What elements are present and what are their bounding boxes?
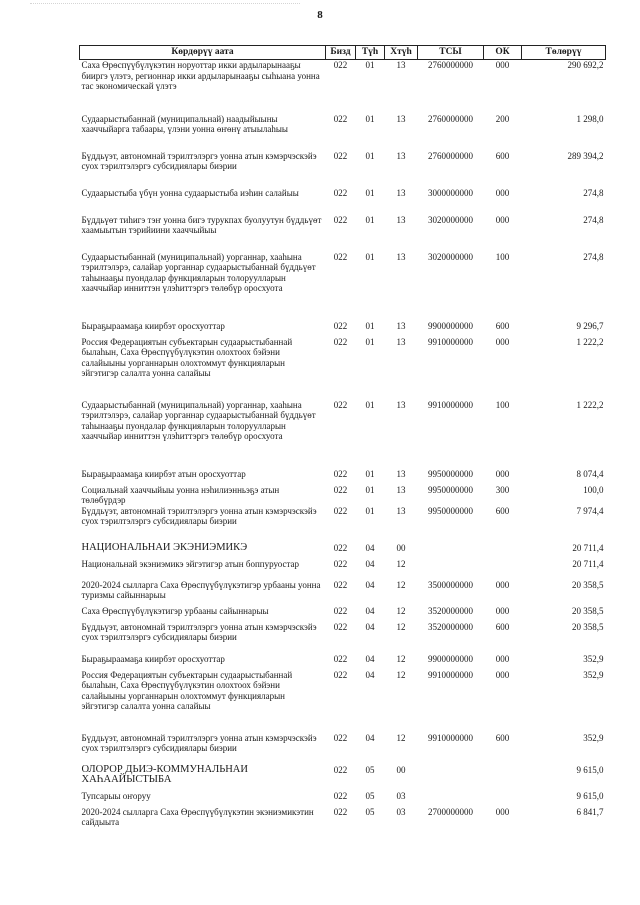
row-bizd: 022 bbox=[333, 621, 348, 632]
column-header-bizd: Бизд bbox=[326, 46, 356, 60]
row-bizd: 022 bbox=[333, 790, 348, 801]
row-ok: 000 bbox=[495, 187, 510, 198]
row-khtyh: 03 bbox=[396, 806, 406, 817]
row-bizd: 022 bbox=[333, 542, 348, 553]
row-tyh: 04 bbox=[365, 669, 375, 680]
table-row bbox=[80, 252, 606, 321]
row-tsy bbox=[418, 791, 484, 807]
row-khtyh: 13 bbox=[396, 336, 406, 347]
row-bizd: 022 bbox=[333, 251, 348, 262]
row-khtyh: 12 bbox=[396, 621, 406, 632]
row-tyh: 01 bbox=[365, 484, 375, 495]
row-tsy: 2760000000 bbox=[428, 150, 473, 161]
row-tsy: 3520000000 bbox=[428, 605, 473, 616]
row-amount: 9 615,0 bbox=[576, 764, 604, 775]
row-amount: 20 711,4 bbox=[572, 542, 604, 553]
table-row bbox=[80, 188, 606, 215]
row-name: Саха Өрөспүүбүлүкэтин норуоттар икки ардыларынааҕы бииргэ үлэтэ, регионнар икки ардыларынааҕы сыһыана уонна тас экономическай үлэтэ bbox=[81, 60, 320, 92]
row-ok: 100 bbox=[495, 251, 510, 262]
row-khtyh: 12 bbox=[396, 558, 406, 569]
column-header-tsy: ТСЫ bbox=[418, 46, 484, 60]
row-khtyh: 13 bbox=[396, 320, 406, 331]
row-ok bbox=[484, 765, 522, 791]
row-tsy: 3520000000 bbox=[428, 621, 473, 632]
table-row bbox=[80, 807, 606, 828]
row-ok: 000 bbox=[495, 653, 510, 664]
table-row bbox=[80, 765, 606, 791]
row-ok: 000 bbox=[495, 336, 510, 347]
row-tyh: 01 bbox=[365, 468, 375, 479]
table-row bbox=[80, 469, 606, 485]
row-ok: 000 bbox=[495, 806, 510, 817]
row-ok: 200 bbox=[495, 113, 510, 124]
row-ok: 000 bbox=[495, 669, 510, 680]
row-amount: 352,9 bbox=[583, 669, 604, 680]
row-bizd: 022 bbox=[333, 399, 348, 410]
row-tyh: 01 bbox=[365, 336, 375, 347]
row-tyh: 01 bbox=[365, 150, 375, 161]
row-name: Быраҕыраамаҕа киирбэт оросхуоттар bbox=[81, 320, 225, 331]
row-tyh: 01 bbox=[365, 113, 375, 124]
row-khtyh: 13 bbox=[396, 505, 406, 516]
row-amount: 274,8 bbox=[583, 187, 604, 198]
row-tyh: 04 bbox=[365, 579, 375, 590]
table-row bbox=[80, 543, 606, 559]
table-row bbox=[80, 654, 606, 670]
row-khtyh: 12 bbox=[396, 732, 406, 743]
row-tyh: 04 bbox=[365, 732, 375, 743]
row-bizd: 022 bbox=[333, 669, 348, 680]
row-name: Бүддьүэт, автономнай тэрилтэлэргэ уонна атын кэмэрчэскэйэ суох тэрилтэлэргэ субсидиялары биэрии bbox=[81, 505, 317, 527]
row-ok: 600 bbox=[495, 320, 510, 331]
row-tsy bbox=[418, 765, 484, 791]
row-amount: 100,0 bbox=[583, 484, 604, 495]
row-tsy: 2760000000 bbox=[428, 113, 473, 124]
row-tsy: 9900000000 bbox=[428, 653, 473, 664]
row-amount: 274,8 bbox=[583, 214, 604, 225]
row-name: Национальнай экэниэмикэ эйгэтигэр атын боппуруостар bbox=[81, 558, 299, 569]
row-khtyh: 13 bbox=[396, 60, 406, 70]
row-tsy: 3020000000 bbox=[428, 214, 473, 225]
table-header-row bbox=[80, 46, 606, 60]
row-tsy: 9950000000 bbox=[428, 484, 473, 495]
row-khtyh: 12 bbox=[396, 653, 406, 664]
table-row bbox=[80, 400, 606, 469]
scan-artifact bbox=[30, 3, 300, 8]
table-row bbox=[80, 670, 606, 733]
row-bizd: 022 bbox=[333, 468, 348, 479]
row-amount: 6 841,7 bbox=[576, 806, 604, 817]
row-tsy: 3000000000 bbox=[428, 187, 473, 198]
row-ok: 600 bbox=[495, 732, 510, 743]
row-name: Бүддьүөт тиһигэ тэҥ уонна бигэ турукпах буолуутун бүддьүөт хаамыытын тэрийиини хааччыйыы bbox=[81, 214, 322, 236]
row-tyh: 01 bbox=[365, 251, 375, 262]
table-row bbox=[80, 114, 606, 151]
row-ok: 300 bbox=[495, 484, 510, 495]
row-ok: 000 bbox=[495, 605, 510, 616]
row-ok: 000 bbox=[495, 214, 510, 225]
row-name: Судаарыстыбаннай (муниципальнай) уорганнар, хааһына тэрилтэлэрэ, салайар уорганнар судаарыстыбаннай бүддьүөт таһынааҕы пуондалар функцияларын толоруулларын хааччыйар инниттэн үлэһиттэргэ төлөбүр оросхуота bbox=[81, 399, 316, 442]
row-amount: 20 358,5 bbox=[572, 621, 604, 632]
row-name: Бүддьүэт, автономнай тэрилтэлэргэ уонна атын кэмэрчэскэйэ суох тэрилтэлэргэ субсидиялары биэрии bbox=[81, 732, 317, 754]
row-khtyh: 12 bbox=[396, 669, 406, 680]
table-row bbox=[80, 622, 606, 654]
row-tyh: 01 bbox=[365, 399, 375, 410]
table-row bbox=[80, 506, 606, 543]
row-bizd: 022 bbox=[333, 558, 348, 569]
row-tyh: 05 bbox=[365, 764, 375, 775]
row-tyh: 04 bbox=[365, 542, 375, 553]
row-bizd: 022 bbox=[333, 505, 348, 516]
row-bizd: 022 bbox=[333, 806, 348, 817]
row-name: НАЦИОНАЛЬНАЙ ЭКЭНИЭМИКЭ bbox=[81, 542, 248, 553]
row-bizd: 022 bbox=[333, 113, 348, 124]
row-khtyh: 13 bbox=[396, 113, 406, 124]
table-row bbox=[80, 321, 606, 337]
table-body bbox=[80, 60, 606, 828]
row-amount: 20 358,5 bbox=[572, 579, 604, 590]
column-header-ok: ОК bbox=[484, 46, 522, 60]
column-header-amount: Төлөрүү bbox=[522, 46, 606, 60]
row-tsy: 9910000000 bbox=[428, 399, 473, 410]
table-row bbox=[80, 151, 606, 188]
row-tyh: 01 bbox=[365, 214, 375, 225]
row-ok: 000 bbox=[495, 60, 510, 70]
budget-table bbox=[79, 45, 606, 828]
row-ok: 600 bbox=[495, 621, 510, 632]
row-name: ОЛОРОР ДЬИЭ-КОММУНАЛЬНАЙ ХАҺААЙЫСТЫБА bbox=[81, 764, 248, 786]
table-row bbox=[80, 733, 606, 765]
row-amount: 289 394,2 bbox=[567, 150, 604, 161]
row-amount: 1 298,0 bbox=[576, 113, 604, 124]
row-name: Быраҕыраамаҕа киирбэт атын оросхуоттар bbox=[81, 468, 246, 479]
row-name: Быраҕыраамаҕа киирбэт оросхуоттар bbox=[81, 653, 225, 664]
row-amount: 8 074,4 bbox=[576, 468, 604, 479]
column-header-name: Көрдөрүү аата bbox=[80, 46, 326, 60]
row-ok bbox=[484, 543, 522, 559]
row-ok: 100 bbox=[495, 399, 510, 410]
row-khtyh: 13 bbox=[396, 251, 406, 262]
row-name: Судаарыстыбаннай (муниципальнай) наадыйыыны хааччыйарга табаары, үлэни уонна өҥөнү атыылаһыы bbox=[81, 113, 288, 135]
row-name: Бүддьүэт, автономнай тэрилтэлэргэ уонна атын кэмэрчэскэйэ суох тэрилтэлэргэ субсидиялары биэрии bbox=[81, 621, 317, 643]
row-ok: 600 bbox=[495, 150, 510, 161]
row-khtyh: 03 bbox=[396, 790, 406, 801]
row-tsy: 9910000000 bbox=[428, 732, 473, 743]
row-khtyh: 00 bbox=[396, 542, 406, 553]
row-tyh: 01 bbox=[365, 320, 375, 331]
table-row bbox=[80, 485, 606, 506]
row-bizd: 022 bbox=[333, 579, 348, 590]
row-name: Саха Өрөспүүбүлүкэтигэр урбааны сайыннарыы bbox=[81, 605, 269, 616]
row-amount: 7 974,4 bbox=[576, 505, 604, 516]
row-bizd: 022 bbox=[333, 320, 348, 331]
row-amount: 290 692,2 bbox=[567, 60, 604, 70]
row-khtyh: 12 bbox=[396, 605, 406, 616]
row-bizd: 022 bbox=[333, 732, 348, 743]
row-khtyh: 13 bbox=[396, 187, 406, 198]
row-bizd: 022 bbox=[333, 653, 348, 664]
table-row bbox=[80, 791, 606, 807]
row-name: Бүддьүэт, автономнай тэрилтэлэргэ уонна атын кэмэрчэскэйэ суох тэрилтэлэргэ субсидиялары биэрии bbox=[81, 150, 317, 172]
row-name: Судаарыстыбаннай (муниципальнай) уорганнар, хааһына тэрилтэлэрэ, салайар уорганнар судаарыстыбаннай бүддьүөт таһынааҕы пуондалар функцияларын толоруулларын хааччыйар инниттэн үлэһиттэргэ төлөбүр оросхуота bbox=[81, 251, 316, 294]
row-amount: 9 615,0 bbox=[576, 790, 604, 801]
row-khtyh: 13 bbox=[396, 399, 406, 410]
row-tsy: 9910000000 bbox=[428, 669, 473, 680]
row-tyh: 05 bbox=[365, 790, 375, 801]
row-tsy: 3020000000 bbox=[428, 251, 473, 262]
table-row bbox=[80, 580, 606, 606]
row-tsy: 9950000000 bbox=[428, 505, 473, 516]
row-ok bbox=[484, 559, 522, 580]
row-amount: 352,9 bbox=[583, 653, 604, 664]
row-tyh: 05 bbox=[365, 806, 375, 817]
row-tsy: 2700000000 bbox=[428, 806, 473, 817]
row-khtyh: 13 bbox=[396, 484, 406, 495]
row-name: Тупсарыы оҥоруу bbox=[81, 790, 151, 801]
row-tyh: 01 bbox=[365, 505, 375, 516]
row-tyh: 04 bbox=[365, 558, 375, 569]
row-tsy: 3500000000 bbox=[428, 579, 473, 590]
row-ok bbox=[484, 791, 522, 807]
row-tsy: 9950000000 bbox=[428, 468, 473, 479]
row-amount: 20 358,5 bbox=[572, 605, 604, 616]
row-bizd: 022 bbox=[333, 336, 348, 347]
row-tyh: 04 bbox=[365, 621, 375, 632]
row-tyh: 01 bbox=[365, 187, 375, 198]
row-bizd: 022 bbox=[333, 150, 348, 161]
row-bizd: 022 bbox=[333, 764, 348, 775]
row-khtyh: 13 bbox=[396, 150, 406, 161]
row-ok: 600 bbox=[495, 505, 510, 516]
row-tsy: 9910000000 bbox=[428, 336, 473, 347]
table-row bbox=[80, 60, 606, 114]
row-name: 2020-2024 сылларгa Саха Өрөспүүбүлүкэтигэр урбааны уонна туризмы сайыннарыы bbox=[81, 579, 321, 601]
row-amount: 20 711,4 bbox=[572, 558, 604, 569]
column-header-tyh: Түһ bbox=[356, 46, 385, 60]
column-header-khtyh: Хтүһ bbox=[385, 46, 418, 60]
row-bizd: 022 bbox=[333, 214, 348, 225]
page-number: 8 bbox=[317, 9, 323, 21]
row-bizd: 022 bbox=[333, 60, 348, 70]
table-row bbox=[80, 215, 606, 252]
row-khtyh: 13 bbox=[396, 468, 406, 479]
row-amount: 1 222,2 bbox=[576, 336, 604, 347]
row-tyh: 01 bbox=[365, 60, 375, 70]
row-ok: 000 bbox=[495, 468, 510, 479]
row-ok: 000 bbox=[495, 579, 510, 590]
row-tsy: 9900000000 bbox=[428, 320, 473, 331]
row-name: Социальнай хааччыйыы уонна нэһилиэнньэҕэ атын төлөбүрдэр bbox=[81, 484, 280, 506]
row-khtyh: 12 bbox=[396, 579, 406, 590]
row-tsy bbox=[418, 559, 484, 580]
row-tsy bbox=[418, 543, 484, 559]
table-row bbox=[80, 606, 606, 622]
row-tsy: 2760000000 bbox=[428, 60, 473, 70]
row-bizd: 022 bbox=[333, 484, 348, 495]
row-tyh: 04 bbox=[365, 605, 375, 616]
row-name: 2020-2024 сылларгa Саха Өрөспүүбүлүкэтин экэниэмикэтин сайдыыта bbox=[81, 806, 314, 828]
row-amount: 9 296,7 bbox=[576, 320, 604, 331]
table-row bbox=[80, 559, 606, 580]
row-name: Россия Федерациятын субъектарын судаарыстыбаннай былаһын, Саха Өрөспүүбүлүкэтин олохтоох бэйэни салайыыны уорганнарын олохтоммут функцияларын эйгэтигэр салалта уонна салайыы bbox=[81, 669, 293, 712]
row-tyh: 04 bbox=[365, 653, 375, 664]
table-row bbox=[80, 337, 606, 400]
row-name: Судаарыстыба үбүн уонна судаарыстыба иэһин салайыы bbox=[81, 187, 299, 198]
row-amount: 1 222,2 bbox=[576, 399, 604, 410]
row-amount: 274,8 bbox=[583, 251, 604, 262]
row-khtyh: 13 bbox=[396, 214, 406, 225]
row-khtyh: 00 bbox=[396, 764, 406, 775]
row-name: Россия Федерациятын субъектарын судаарыстыбаннай былаһын, Саха Өрөспүүбүлүкэтин олохтоох бэйэни салайыыны уорганнарын олохтоммут функцияларын эйгэтигэр салалта уонна салайыы bbox=[81, 336, 293, 379]
row-bizd: 022 bbox=[333, 187, 348, 198]
row-bizd: 022 bbox=[333, 605, 348, 616]
row-amount: 352,9 bbox=[583, 732, 604, 743]
